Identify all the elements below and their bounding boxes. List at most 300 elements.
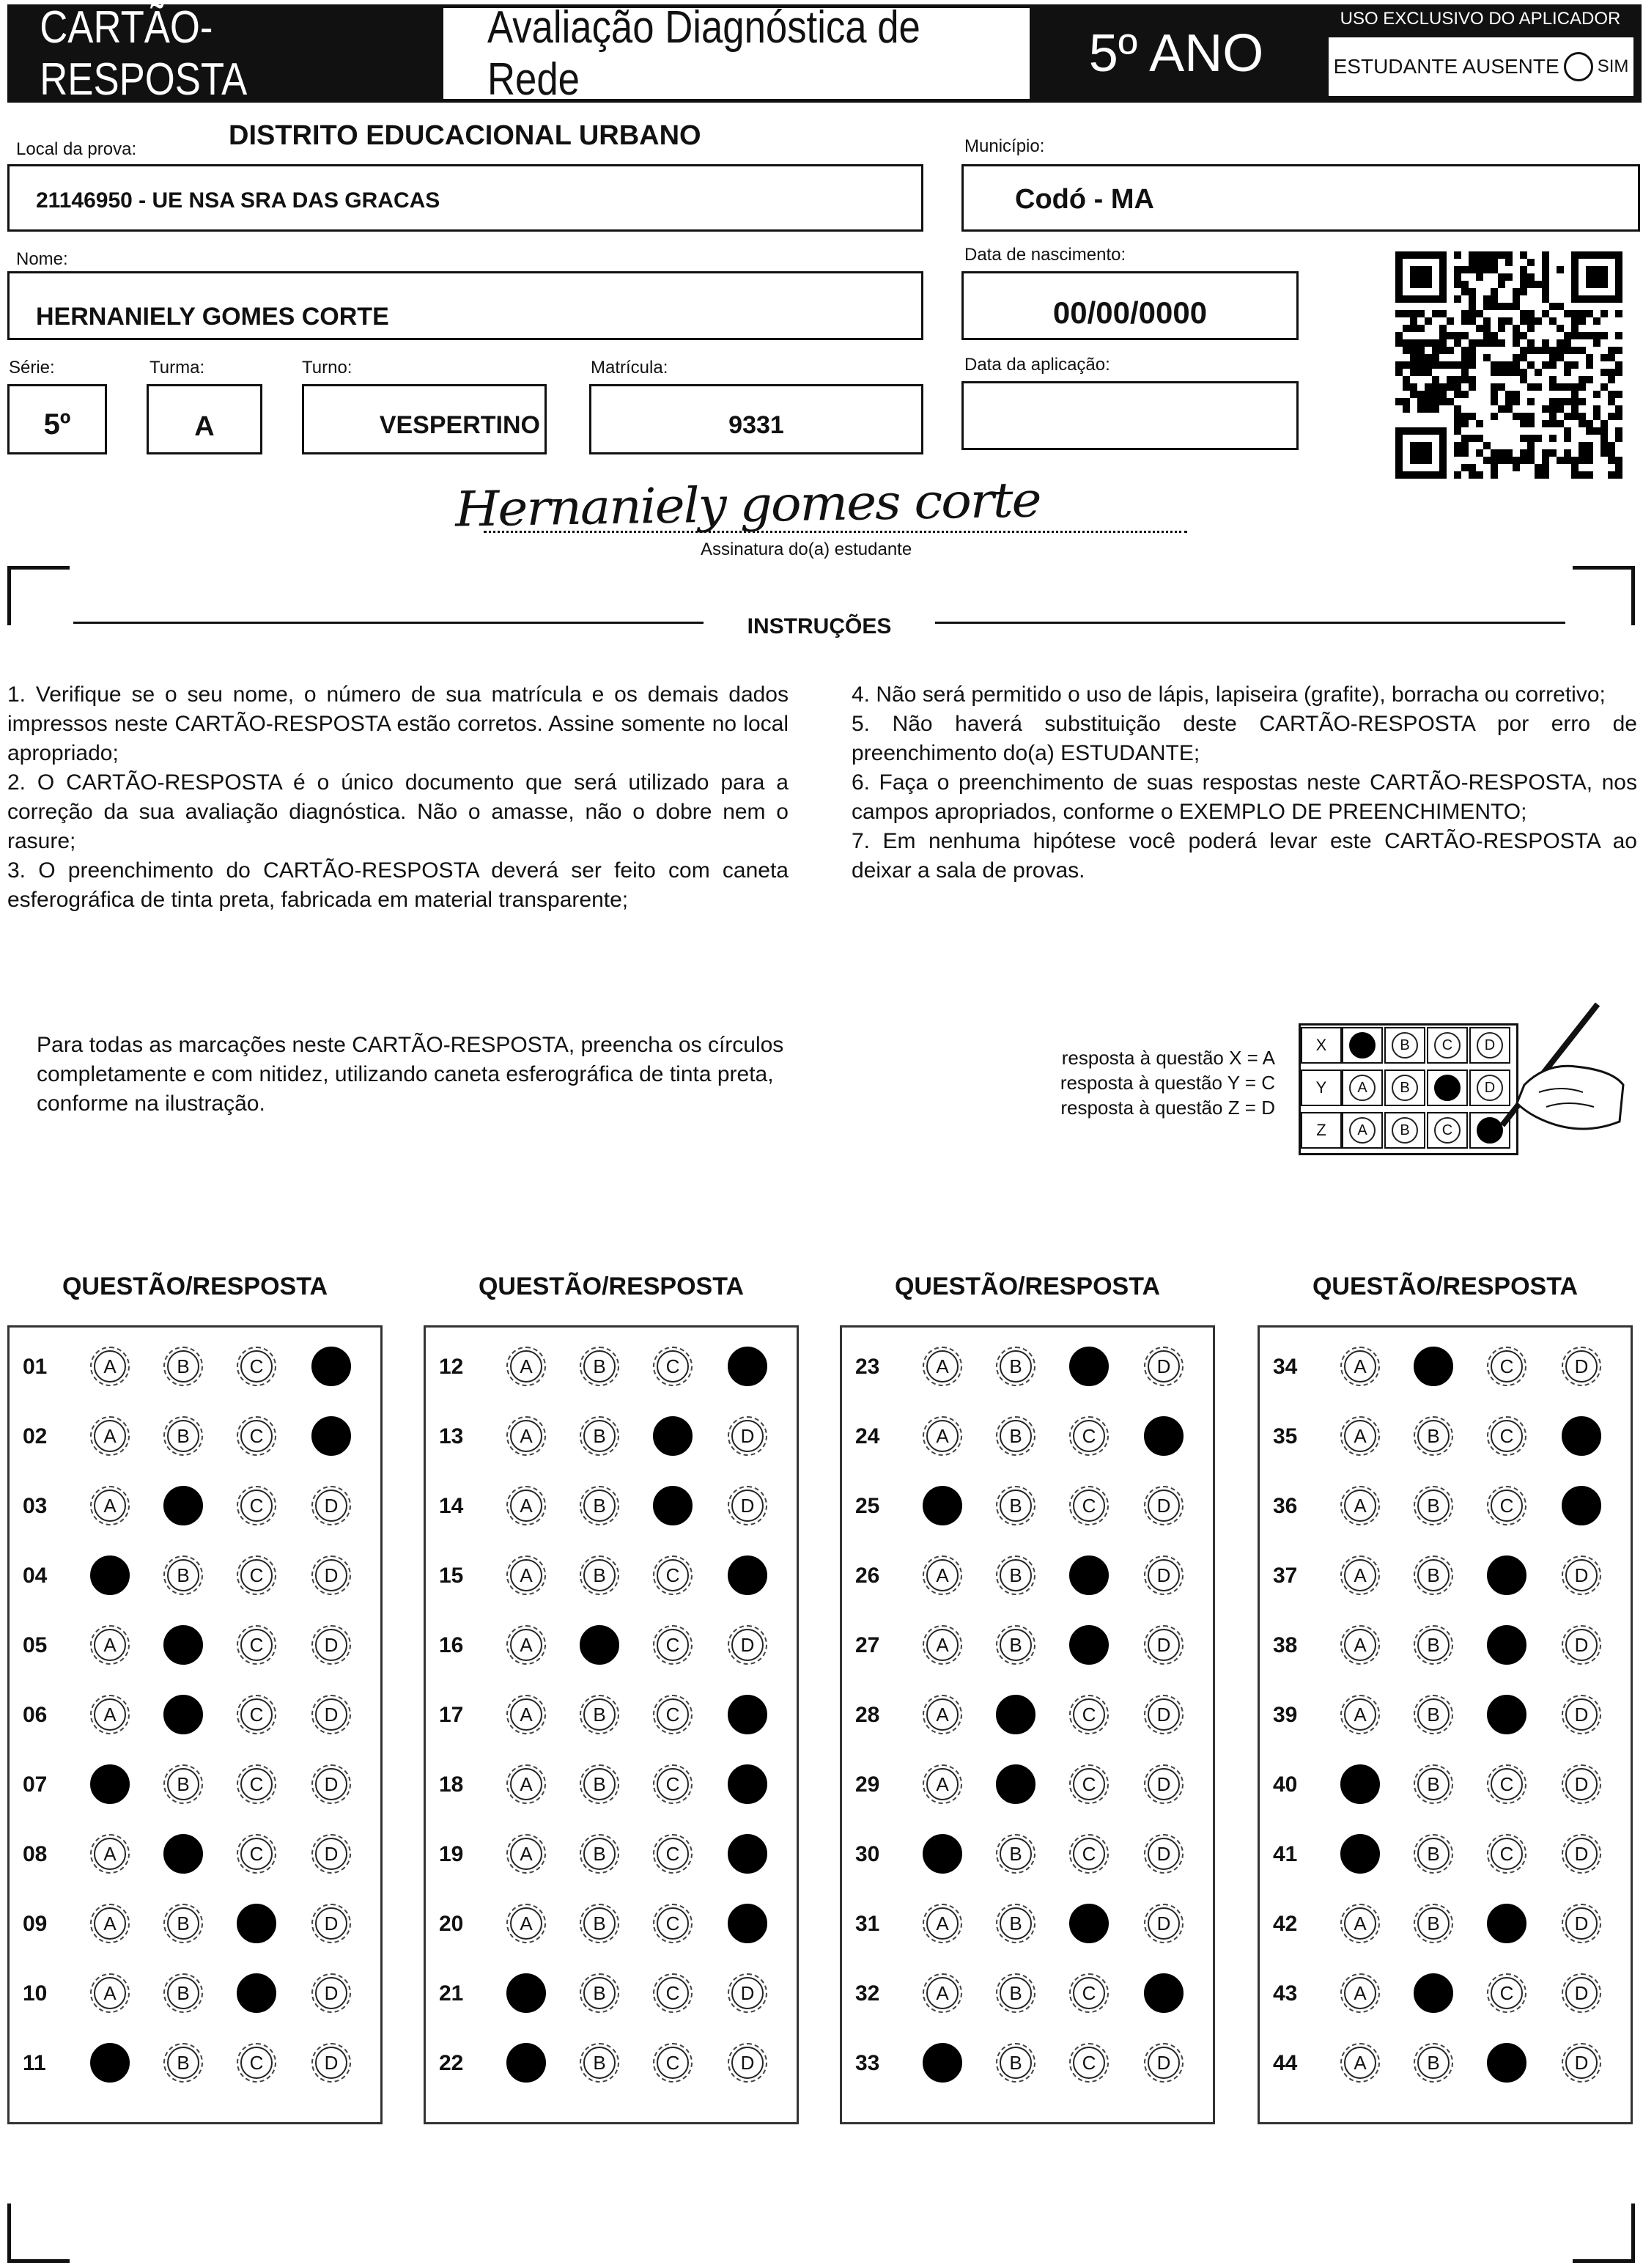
- bubble-18-d[interactable]: [728, 1764, 767, 1804]
- bubble-20-d[interactable]: [728, 1904, 767, 1943]
- bubble-12-c[interactable]: [653, 1347, 693, 1386]
- bubble-11-d[interactable]: [311, 2043, 351, 2083]
- option-letter: A: [510, 1420, 542, 1452]
- bubble-10-c[interactable]: [237, 1973, 276, 2013]
- grade-banner: [1033, 4, 1319, 103]
- bubble-18-b[interactable]: [580, 1764, 619, 1804]
- option-letter: C: [1073, 1768, 1105, 1800]
- option-letter: C: [240, 1350, 273, 1382]
- option-letter: D: [315, 1698, 347, 1731]
- question-row-33: [842, 2041, 1213, 2085]
- nome-label: Nome:: [16, 249, 68, 269]
- bubble-16-b[interactable]: [580, 1625, 619, 1665]
- qr-code-image: [1395, 249, 1622, 481]
- bubble-15-c[interactable]: [653, 1555, 693, 1595]
- bubble-43-c[interactable]: [1487, 1973, 1526, 2013]
- instruction-3: 3. O preenchimento do CARTÃO-RESPOSTA deverá ser feito com caneta esferográfica de tinta preta, fabricada em material transparente;: [7, 858, 789, 912]
- bubble-23-b[interactable]: [996, 1347, 1035, 1386]
- option-letter: D: [315, 1629, 347, 1661]
- example-legend: [1033, 1045, 1275, 1120]
- question-number: 31: [855, 1912, 880, 1936]
- bubble-24-b[interactable]: [996, 1416, 1035, 1456]
- instruction-2: 2. O CARTÃO-RESPOSTA é o único documento que será utilizado para a correção da sua avaliação diagnóstica. Não o amasse, não o dobre nem o rasure;: [7, 770, 789, 853]
- bubble-21-a[interactable]: [506, 1973, 546, 2013]
- option-letter: A: [510, 1698, 542, 1731]
- column-title-3: QUESTÃO/RESPOSTA: [894, 1273, 1161, 1300]
- option-letter: D: [731, 2047, 764, 2079]
- bubble-41-c[interactable]: [1487, 1834, 1526, 1874]
- absent-field: [1326, 35, 1636, 98]
- municipio-value: Codó - MA: [1015, 184, 1154, 215]
- bubble-27-b[interactable]: [996, 1625, 1035, 1665]
- aplicacao-label: Data da aplicação:: [964, 355, 1110, 375]
- question-number: 32: [855, 1981, 880, 2006]
- bubble-38-b[interactable]: [1414, 1625, 1453, 1665]
- option-letter: C: [657, 1629, 689, 1661]
- student-signature: Hernaniely gomes corte: [454, 471, 1041, 538]
- question-row-08: [10, 1833, 380, 1877]
- bubble-32-d[interactable]: [1144, 1973, 1184, 2013]
- question-number: 26: [855, 1564, 880, 1588]
- bubble-07-c[interactable]: [237, 1764, 276, 1804]
- question-row-15: [426, 1554, 797, 1598]
- nascimento-value: 00/00/0000: [1052, 295, 1208, 330]
- bubble-41-b[interactable]: [1414, 1834, 1453, 1874]
- absent-option: SIM: [1597, 56, 1629, 76]
- example-cell: [1342, 1027, 1383, 1064]
- bubble-29-c[interactable]: [1069, 1764, 1109, 1804]
- bubble-33-a[interactable]: [923, 2043, 962, 2083]
- question-number: 16: [439, 1633, 464, 1657]
- exam-title-banner: [440, 4, 1033, 103]
- bubble-30-c[interactable]: [1069, 1834, 1109, 1874]
- bubble-06-a[interactable]: [90, 1695, 130, 1734]
- bubble-33-b[interactable]: [996, 2043, 1035, 2083]
- bubble-25-b[interactable]: [996, 1486, 1035, 1525]
- bubble-04-c[interactable]: [237, 1555, 276, 1595]
- bubble-25-a[interactable]: [923, 1486, 962, 1525]
- option-letter: D: [1148, 1698, 1180, 1731]
- bubble-40-d[interactable]: [1562, 1764, 1601, 1804]
- option-letter: A: [94, 1698, 126, 1731]
- bubble-31-d[interactable]: [1144, 1904, 1184, 1943]
- question-number: 29: [855, 1772, 880, 1797]
- question-row-31: [842, 1902, 1213, 1946]
- example-bubble-y-a: A: [1349, 1075, 1376, 1101]
- bubble-04-a[interactable]: [90, 1555, 130, 1595]
- bubble-37-b[interactable]: [1414, 1555, 1453, 1595]
- question-row-22: [426, 2041, 797, 2085]
- bubble-27-c[interactable]: [1069, 1625, 1109, 1665]
- bubble-01-a[interactable]: [90, 1347, 130, 1386]
- district-name: DISTRITO EDUCACIONAL URBANO: [229, 120, 701, 151]
- bubble-07-d[interactable]: [311, 1764, 351, 1804]
- bubble-24-c[interactable]: [1069, 1416, 1109, 1456]
- bubble-07-a[interactable]: [90, 1764, 130, 1804]
- bubble-36-b[interactable]: [1414, 1486, 1453, 1525]
- bubble-04-b[interactable]: [163, 1555, 203, 1595]
- bubble-35-d[interactable]: [1562, 1416, 1601, 1456]
- bubble-29-b[interactable]: [996, 1764, 1035, 1804]
- bubble-39-b[interactable]: [1414, 1695, 1453, 1734]
- bubble-15-a[interactable]: [506, 1555, 546, 1595]
- bubble-37-c[interactable]: [1487, 1555, 1526, 1595]
- bubble-19-d[interactable]: [728, 1834, 767, 1874]
- question-row-04: [10, 1554, 380, 1598]
- option-letter: C: [240, 1420, 273, 1452]
- question-row-44: [1260, 2041, 1631, 2085]
- option-letter: A: [1344, 2047, 1376, 2079]
- bubble-02-d[interactable]: [311, 1416, 351, 1456]
- question-row-11: [10, 2041, 380, 2085]
- option-letter: A: [926, 1907, 959, 1940]
- question-row-12: [426, 1345, 797, 1389]
- absent-bubble[interactable]: [1564, 52, 1593, 81]
- bubble-10-d[interactable]: [311, 1973, 351, 2013]
- option-letter: A: [926, 1420, 959, 1452]
- bubble-05-d[interactable]: [311, 1625, 351, 1665]
- question-row-09: [10, 1902, 380, 1946]
- bubble-42-c[interactable]: [1487, 1904, 1526, 1943]
- bubble-36-a[interactable]: [1340, 1486, 1380, 1525]
- bubble-13-c[interactable]: [653, 1416, 693, 1456]
- option-letter: C: [1491, 1420, 1523, 1452]
- bubble-31-c[interactable]: [1069, 1904, 1109, 1943]
- option-letter: D: [1565, 1698, 1598, 1731]
- bubble-14-c[interactable]: [653, 1486, 693, 1525]
- bubble-42-d[interactable]: [1562, 1904, 1601, 1943]
- question-number: 14: [439, 1494, 464, 1518]
- bubble-28-a[interactable]: [923, 1695, 962, 1734]
- bubble-27-a[interactable]: [923, 1625, 962, 1665]
- bubble-10-b[interactable]: [163, 1973, 203, 2013]
- bubble-30-d[interactable]: [1144, 1834, 1184, 1874]
- option-letter: A: [510, 1490, 542, 1522]
- bubble-17-d[interactable]: [728, 1695, 767, 1734]
- option-letter: B: [583, 1420, 616, 1452]
- option-letter: A: [926, 1977, 959, 2009]
- bubble-32-a[interactable]: [923, 1973, 962, 2013]
- option-letter: B: [167, 2047, 199, 2079]
- bubble-16-a[interactable]: [506, 1625, 546, 1665]
- question-number: 19: [439, 1842, 464, 1866]
- applicator-title: USO EXCLUSIVO DO APLICADOR: [1340, 9, 1621, 29]
- option-letter: D: [1565, 1838, 1598, 1870]
- bubble-07-b[interactable]: [163, 1764, 203, 1804]
- bubble-31-b[interactable]: [996, 1904, 1035, 1943]
- bubble-05-a[interactable]: [90, 1625, 130, 1665]
- option-letter: D: [1565, 1907, 1598, 1940]
- bubble-27-d[interactable]: [1144, 1625, 1184, 1665]
- question-number: 34: [1273, 1355, 1298, 1379]
- bubble-29-d[interactable]: [1144, 1764, 1184, 1804]
- example-line-z: resposta à questão Z = D: [1060, 1097, 1275, 1119]
- bubble-03-b[interactable]: [163, 1486, 203, 1525]
- instructions-rule-left: [73, 622, 704, 624]
- bubble-12-a[interactable]: [506, 1347, 546, 1386]
- option-letter: D: [315, 1490, 347, 1522]
- bubble-19-c[interactable]: [653, 1834, 693, 1874]
- bubble-33-d[interactable]: [1144, 2043, 1184, 2083]
- bubble-22-c[interactable]: [653, 2043, 693, 2083]
- option-letter: B: [1000, 1490, 1032, 1522]
- local-value: 21146950 - UE NSA SRA DAS GRACAS: [36, 188, 440, 213]
- option-letter: B: [583, 1698, 616, 1731]
- bubble-22-d[interactable]: [728, 2043, 767, 2083]
- bubble-34-d[interactable]: [1562, 1347, 1601, 1386]
- bubble-02-b[interactable]: [163, 1416, 203, 1456]
- bubble-14-d[interactable]: [728, 1486, 767, 1525]
- option-letter: D: [315, 1768, 347, 1800]
- bubble-43-b[interactable]: [1414, 1973, 1453, 2013]
- bubble-34-c[interactable]: [1487, 1347, 1526, 1386]
- option-letter: C: [1491, 1350, 1523, 1382]
- bubble-11-b[interactable]: [163, 2043, 203, 2083]
- bubble-22-a[interactable]: [506, 2043, 546, 2083]
- bubble-38-d[interactable]: [1562, 1625, 1601, 1665]
- example-cell: [1427, 1069, 1468, 1106]
- bubble-13-a[interactable]: [506, 1416, 546, 1456]
- question-row-10: [10, 1972, 380, 2016]
- bubble-15-d[interactable]: [728, 1555, 767, 1595]
- option-letter: C: [240, 1490, 273, 1522]
- signature-label: Assinatura do(a) estudante: [701, 540, 912, 559]
- question-number: 10: [23, 1981, 48, 2006]
- bubble-13-b[interactable]: [580, 1416, 619, 1456]
- bubble-35-b[interactable]: [1414, 1416, 1453, 1456]
- example-cell: [1342, 1069, 1383, 1106]
- bubble-44-b[interactable]: [1414, 2043, 1453, 2083]
- local-label: Local da prova:: [16, 139, 137, 159]
- bubble-10-a[interactable]: [90, 1973, 130, 2013]
- bubble-23-a[interactable]: [923, 1347, 962, 1386]
- serie-box: [7, 384, 107, 454]
- bubble-33-c[interactable]: [1069, 2043, 1109, 2083]
- bubble-18-a[interactable]: [506, 1764, 546, 1804]
- example-cell: [1384, 1027, 1425, 1064]
- bubble-34-a[interactable]: [1340, 1347, 1380, 1386]
- turma-value: A: [194, 411, 215, 442]
- bubble-29-a[interactable]: [923, 1764, 962, 1804]
- bubble-17-c[interactable]: [653, 1695, 693, 1734]
- bubble-44-c[interactable]: [1487, 2043, 1526, 2083]
- instruction-5: 5. Não haverá substituição deste CARTÃO-RESPOSTA por erro de preenchimento do(a) ESTUDANTE;: [852, 712, 1637, 765]
- bubble-11-a[interactable]: [90, 2043, 130, 2083]
- question-row-43: [1260, 1972, 1631, 2016]
- question-row-27: [842, 1624, 1213, 1668]
- bubble-20-a[interactable]: [506, 1904, 546, 1943]
- option-letter: B: [1417, 1559, 1450, 1591]
- bubble-09-d[interactable]: [311, 1904, 351, 1943]
- question-number: 25: [855, 1494, 880, 1518]
- bubble-41-d[interactable]: [1562, 1834, 1601, 1874]
- bubble-36-c[interactable]: [1487, 1486, 1526, 1525]
- bubble-03-c[interactable]: [237, 1486, 276, 1525]
- option-letter: B: [167, 1907, 199, 1940]
- bubble-25-c[interactable]: [1069, 1486, 1109, 1525]
- example-grid: [1299, 1023, 1518, 1155]
- absent-label: ESTUDANTE AUSENTE: [1333, 55, 1559, 78]
- bubble-28-d[interactable]: [1144, 1695, 1184, 1734]
- question-number: 13: [439, 1424, 464, 1448]
- bubble-25-d[interactable]: [1144, 1486, 1184, 1525]
- option-letter: B: [1417, 1907, 1450, 1940]
- bubble-21-d[interactable]: [728, 1973, 767, 2013]
- option-letter: B: [583, 2047, 616, 2079]
- bubble-39-c[interactable]: [1487, 1695, 1526, 1734]
- bubble-24-a[interactable]: [923, 1416, 962, 1456]
- example-bubble-x-d: D: [1477, 1032, 1503, 1058]
- bubble-08-d[interactable]: [311, 1834, 351, 1874]
- bubble-30-a[interactable]: [923, 1834, 962, 1874]
- bubble-11-c[interactable]: [237, 2043, 276, 2083]
- bubble-23-d[interactable]: [1144, 1347, 1184, 1386]
- option-letter: D: [1565, 1977, 1598, 2009]
- bubble-09-b[interactable]: [163, 1904, 203, 1943]
- bubble-31-a[interactable]: [923, 1904, 962, 1943]
- bubble-35-a[interactable]: [1340, 1416, 1380, 1456]
- bubble-26-b[interactable]: [996, 1555, 1035, 1595]
- bubble-20-b[interactable]: [580, 1904, 619, 1943]
- option-letter: C: [1073, 1977, 1105, 2009]
- bubble-38-c[interactable]: [1487, 1625, 1526, 1665]
- bubble-04-d[interactable]: [311, 1555, 351, 1595]
- question-number: 15: [439, 1564, 464, 1588]
- question-row-17: [426, 1693, 797, 1737]
- bubble-03-d[interactable]: [311, 1486, 351, 1525]
- bubble-05-b[interactable]: [163, 1625, 203, 1665]
- bubble-38-a[interactable]: [1340, 1625, 1380, 1665]
- bubble-39-d[interactable]: [1562, 1695, 1601, 1734]
- bubble-08-c[interactable]: [237, 1834, 276, 1874]
- bubble-26-d[interactable]: [1144, 1555, 1184, 1595]
- question-row-03: [10, 1484, 380, 1528]
- bubble-01-b[interactable]: [163, 1347, 203, 1386]
- option-letter: C: [657, 2047, 689, 2079]
- option-letter: B: [583, 1838, 616, 1870]
- bubble-40-c[interactable]: [1487, 1764, 1526, 1804]
- bubble-13-d[interactable]: [728, 1416, 767, 1456]
- nome-value: HERNANIELY GOMES CORTE: [36, 303, 389, 331]
- bubble-02-c[interactable]: [237, 1416, 276, 1456]
- bubble-44-d[interactable]: [1562, 2043, 1601, 2083]
- answer-column-4: [1258, 1325, 1633, 2124]
- bubble-28-b[interactable]: [996, 1695, 1035, 1734]
- option-letter: B: [1000, 1559, 1032, 1591]
- bubble-19-a[interactable]: [506, 1834, 546, 1874]
- bubble-42-b[interactable]: [1414, 1904, 1453, 1943]
- option-letter: A: [1344, 1490, 1376, 1522]
- bubble-02-a[interactable]: [90, 1416, 130, 1456]
- bubble-09-c[interactable]: [237, 1904, 276, 1943]
- nascimento-label: Data de nascimento:: [964, 245, 1126, 265]
- bubble-21-c[interactable]: [653, 1973, 693, 2013]
- bubble-12-d[interactable]: [728, 1347, 767, 1386]
- bubble-22-b[interactable]: [580, 2043, 619, 2083]
- question-number: 21: [439, 1981, 464, 2006]
- bubble-39-a[interactable]: [1340, 1695, 1380, 1734]
- bubble-37-d[interactable]: [1562, 1555, 1601, 1595]
- question-row-18: [426, 1763, 797, 1807]
- bubble-16-d[interactable]: [728, 1625, 767, 1665]
- bubble-26-c[interactable]: [1069, 1555, 1109, 1595]
- bubble-06-c[interactable]: [237, 1695, 276, 1734]
- bubble-34-b[interactable]: [1414, 1347, 1453, 1386]
- option-letter: C: [240, 1768, 273, 1800]
- bubble-43-a[interactable]: [1340, 1973, 1380, 2013]
- option-letter: A: [94, 1420, 126, 1452]
- question-number: 35: [1273, 1424, 1298, 1448]
- bubble-42-a[interactable]: [1340, 1904, 1380, 1943]
- bubble-24-d[interactable]: [1144, 1416, 1184, 1456]
- question-row-36: [1260, 1484, 1631, 1528]
- option-letter: B: [583, 1768, 616, 1800]
- option-letter: D: [1148, 1768, 1180, 1800]
- bubble-37-a[interactable]: [1340, 1555, 1380, 1595]
- matricula-label: Matrícula:: [591, 358, 668, 378]
- question-number: 24: [855, 1424, 880, 1448]
- bubble-06-d[interactable]: [311, 1695, 351, 1734]
- bubble-30-b[interactable]: [996, 1834, 1035, 1874]
- bubble-14-a[interactable]: [506, 1486, 546, 1525]
- bubble-28-c[interactable]: [1069, 1695, 1109, 1734]
- bubble-44-a[interactable]: [1340, 2043, 1380, 2083]
- bubble-12-b[interactable]: [580, 1347, 619, 1386]
- bubble-32-b[interactable]: [996, 1973, 1035, 2013]
- bubble-35-c[interactable]: [1487, 1416, 1526, 1456]
- bubble-32-c[interactable]: [1069, 1973, 1109, 2013]
- option-letter: B: [167, 1350, 199, 1382]
- bubble-08-b[interactable]: [163, 1834, 203, 1874]
- question-number: 12: [439, 1355, 464, 1379]
- example-bubble-z-c: C: [1434, 1117, 1461, 1144]
- bubble-36-d[interactable]: [1562, 1486, 1601, 1525]
- bubble-21-b[interactable]: [580, 1973, 619, 2013]
- bubble-43-d[interactable]: [1562, 1973, 1601, 2013]
- bubble-14-b[interactable]: [580, 1486, 619, 1525]
- bubble-01-d[interactable]: [311, 1347, 351, 1386]
- bubble-41-a[interactable]: [1340, 1834, 1380, 1874]
- bubble-40-a[interactable]: [1340, 1764, 1380, 1804]
- bubble-01-c[interactable]: [237, 1347, 276, 1386]
- bubble-08-a[interactable]: [90, 1834, 130, 1874]
- bubble-20-c[interactable]: [653, 1904, 693, 1943]
- question-row-34: [1260, 1345, 1631, 1389]
- option-letter: D: [315, 1559, 347, 1591]
- question-row-32: [842, 1972, 1213, 2016]
- question-number: 41: [1273, 1842, 1298, 1866]
- bubble-17-b[interactable]: [580, 1695, 619, 1734]
- bubble-19-b[interactable]: [580, 1834, 619, 1874]
- bubble-16-c[interactable]: [653, 1625, 693, 1665]
- option-letter: A: [926, 1350, 959, 1382]
- bubble-03-a[interactable]: [90, 1486, 130, 1525]
- bubble-26-a[interactable]: [923, 1555, 962, 1595]
- bubble-23-c[interactable]: [1069, 1347, 1109, 1386]
- question-number: 07: [23, 1772, 48, 1797]
- bubble-18-c[interactable]: [653, 1764, 693, 1804]
- bubble-15-b[interactable]: [580, 1555, 619, 1595]
- bubble-17-a[interactable]: [506, 1695, 546, 1734]
- example-cell: [1342, 1112, 1383, 1149]
- example-cell: [1384, 1112, 1425, 1149]
- bubble-09-a[interactable]: [90, 1904, 130, 1943]
- bubble-06-b[interactable]: [163, 1695, 203, 1734]
- instructions-left: [7, 680, 789, 915]
- bubble-05-c[interactable]: [237, 1625, 276, 1665]
- option-letter: B: [1000, 1907, 1032, 1940]
- bubble-40-b[interactable]: [1414, 1764, 1453, 1804]
